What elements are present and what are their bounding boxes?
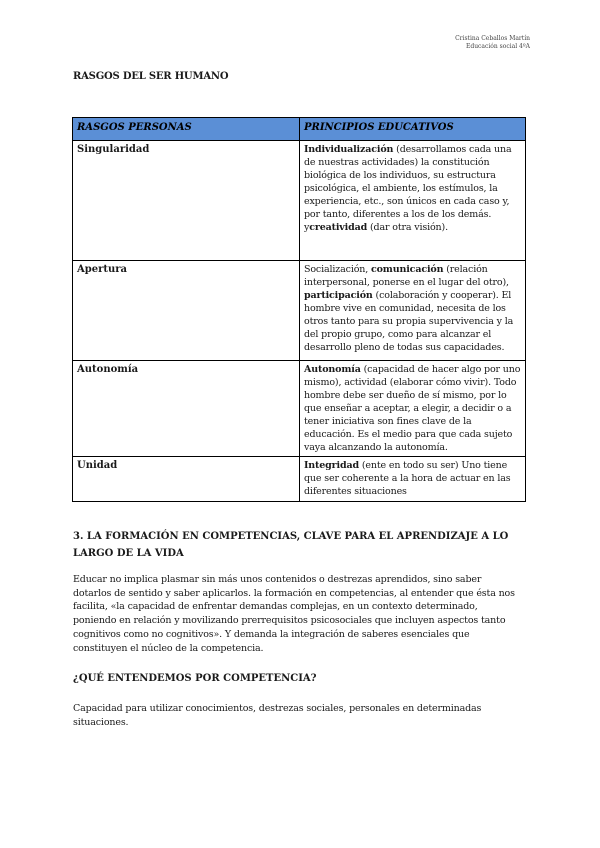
principle-text: (colaboración y cooperar). El hombre vive en comunidad, necesita de los otros tanto para su propia supervivencia y la del propio grupo, como para alcanzar el desarrollo pleno de todas sus capacidades.	[304, 290, 514, 353]
traits-table	[72, 117, 526, 502]
principle-cell	[300, 261, 526, 361]
principle-text: (ente en todo su ser) Uno tiene que ser coherente a la hora de actuar en las diferentes situaciones	[304, 460, 511, 497]
principle-keyword: creatividad	[309, 222, 368, 233]
table-row	[73, 261, 526, 361]
principle-text: (capacidad de hacer algo por uno mismo), actividad (elaborar cómo vivir). Todo hombre debe ser dueño de sí mismo, por lo que enseñar a aceptar, a elegir, a decidir o a tener iniciativa son fines clave de la educación. Es el medio para que cada sujeto vaya alcanzando la autonomía.	[304, 364, 521, 453]
principle-cell	[300, 141, 526, 261]
principle-keyword: Autonomía	[304, 364, 361, 375]
principle-keyword: comunicación	[370, 264, 444, 275]
principle-keyword: Individualización	[304, 144, 394, 155]
principle-cell	[300, 457, 526, 502]
page-header	[455, 35, 530, 51]
competence-question-heading: ¿QUÉ ENTENDEMOS POR COMPETENCIA?	[73, 673, 317, 684]
header-author: Cristina Ceballos Martín	[455, 35, 530, 42]
trait-cell: Unidad	[73, 457, 300, 502]
trait-cell: Singularidad	[73, 141, 300, 261]
principle-text: (dar otra visión).	[367, 222, 448, 233]
principle-text: (relación interpersonal, ponerse en el lugar del otro),	[304, 264, 509, 288]
col-header-principles: PRINCIPIOS EDUCATIVOS	[300, 118, 526, 141]
competence-definition: Capacidad para utilizar conocimientos, destrezas sociales, personales en determinadas situaciones.	[73, 703, 482, 728]
principle-keyword: participación	[304, 290, 373, 301]
trait-cell: Autonomía	[73, 361, 300, 457]
col-header-traits: RASGOS PERSONAS	[73, 118, 300, 141]
header-course: Educación social 4ºA	[465, 43, 530, 50]
principle-cell	[300, 361, 526, 457]
section-3-paragraph: Educar no implica plasmar sin más unos contenidos o destrezas aprendidos, sino saber dotarlos de sentido y saber aplicarlos. la formación en competencias, al entender que ésta nos facilita, «la capacidad de enfrentar demandas complejas, en un contexto determinado, poniendo en relación y movilizando prerrequisitos psicosociales que incluyen aspectos tanto cognitivos como no cognitivos». Y demanda la integración de saberes esenciales que constituyen el núcleo de la competencia.	[73, 574, 515, 654]
trait-cell: Apertura	[73, 261, 300, 361]
table-header-row	[73, 118, 526, 141]
section-3-heading: 3. LA FORMACIÓN EN COMPETENCIAS, CLAVE PARA EL APRENDIZAJE A LO LARGO DE LA VIDA	[73, 531, 509, 559]
principle-keyword: Integridad	[304, 460, 359, 471]
principle-text: Socialización,	[304, 264, 371, 275]
document-title: RASGOS DEL SER HUMANO	[73, 71, 229, 82]
table-row	[73, 141, 526, 261]
principle-text: (desarrollamos cada una de nuestras actividades) la constitución biológica de los individuos, su estructura psicológica, el ambiente, los estímulos, la experiencia, etc., son únicos en cada caso y, por tanto, diferentes a los de los demás. y	[304, 144, 512, 233]
table-row	[73, 361, 526, 457]
table-row	[73, 457, 526, 502]
